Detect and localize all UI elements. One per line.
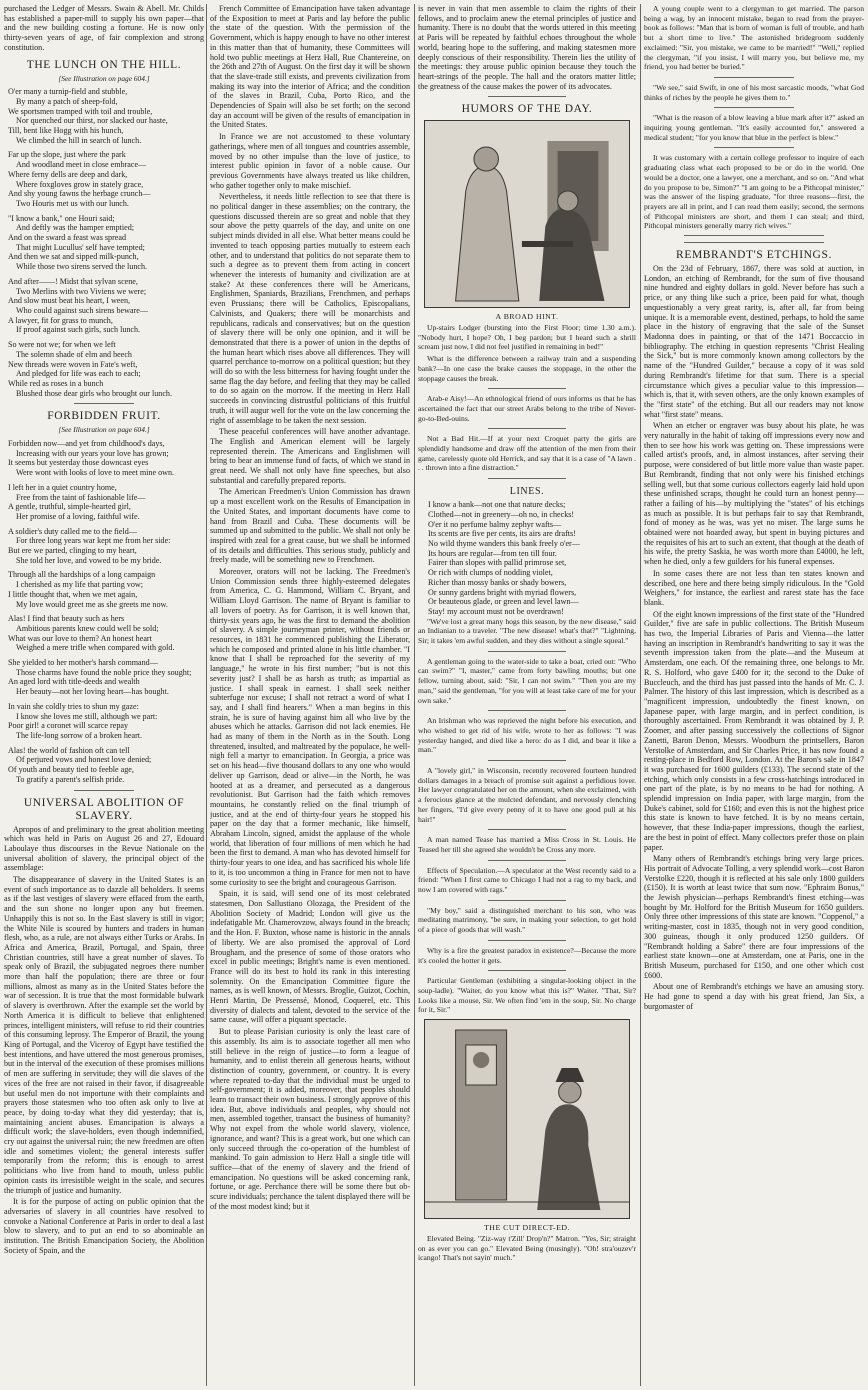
divider (714, 107, 794, 108)
verse-line: Clothed—not in greenery—oh no, in checks! (428, 509, 575, 519)
verse-line: Where ferny dells are deep and dark, (8, 169, 128, 179)
verse-line: Two Merlins with two Viviens we were; (16, 286, 147, 296)
cut-direct-illustration (424, 1019, 630, 1219)
verse-line: The solemn shade of elm and beech (16, 349, 132, 359)
verse-line: Alas! I find that beauty such as hers (8, 614, 125, 624)
joke-item: "We see," said Swift, in one of his most sarcastic moods, "what God thinks of riches by the people he gives them to." (644, 82, 864, 102)
broad-hint-text: Up-stairs Lodger (bursting into the First Floor; time 1.30 a.m.). "Nobody hurt, I hope? Oh, I beg pardon; but I heard such a shrill scream just now, I did not feel justified in remaining in bed!" (418, 323, 636, 352)
verse-line: No wild thyme wanders this bank freely o'er— (428, 538, 580, 548)
verse-line: Who could against such sirens beware— (16, 305, 148, 315)
verse-line: We climbed the hill in search of lunch. (16, 135, 142, 145)
stanza (8, 702, 204, 741)
joke-item: What is the difference between a railway train and a suspending bank?—In one case the brake causes the stoppage, in the other the stoppage causes the break. (418, 354, 636, 383)
verse-line: I left her in a quiet country home, (8, 482, 117, 492)
verse-line: And after——! Midst that sylvan scene, (8, 276, 138, 286)
cut-direct-caption: THE CUT DIRECT-ED. (484, 1223, 570, 1233)
divider (488, 96, 566, 97)
stanza (8, 746, 204, 785)
stanza (8, 277, 204, 335)
stanza (8, 340, 204, 398)
forbidden-poem (4, 439, 204, 785)
stanza (8, 570, 204, 609)
stanza (8, 150, 204, 208)
verse-line: Blushed those dear girls who brought our lunch. (16, 388, 173, 398)
broad-hint-caption: A BROAD HINT. (495, 312, 559, 322)
verse-line: A soldier's duty called me to the field— (8, 526, 137, 536)
verse-line: By many a patch of sheep-fold, (16, 96, 118, 106)
jokes-a (418, 354, 636, 473)
article-paragraph: French Committee of Emancipation have taken advantage of the Exposition to meet at Paris and lay before the public the state of the question. With the permission of the Government, which is happy enough to have no other interest in this matter than that of humanity, these Committees will hold two public meetings at Herz Hall, Rue Chantereine, on the 26th and 27th of August. On the first day it will be shown that the slave-trade still exists, and prevents civilization from making its way into the interior of Africa; and the condition of the slaves in Brazil, Cuba, Porto Rico, and the Dependencies of Spain will also be set forth; on the second day an account will be given of the results of emancipation in the United States. (210, 4, 410, 130)
verse-line: If proof against such girls, such lunch. (16, 325, 141, 335)
verse-line: Weighed a mere trifle when compared with gold. (16, 643, 175, 653)
verse-line: The life-long sorrow of a broken heart. (16, 731, 143, 740)
verse-line: An aged lord with title-deeds and wealth (8, 677, 140, 687)
verse-line: I know she loves me still, although we part: (16, 711, 158, 721)
joke-item: A gentleman going to the water-side to take a boat, cried out: "Who can swim?" "I, master," came from forty bawling mouths; but one fellow, turning about, said: "Sir, I can not swim." "Then you are my man," said the gentleman, "for you will at least take care of me for your own sake." (418, 656, 636, 705)
verse-line: Ambitious parents knew could well be sold; (16, 623, 159, 633)
verse-line: To gratify a parent's selfish pride. (16, 774, 125, 784)
joke-item: A "lovely girl," in Wisconsin, recently recovered fourteen hundred dollars damages in a breach of promise suit against a perfidious lover. Her lawyer congratulated her on the amount, when she exclaimed, with a ferocious glance at the mulcted defendant, and nervously clenching her fingers, "I'd give every penny of it to have one good pull at his hair!" (418, 766, 636, 824)
engraving-icon (425, 121, 629, 307)
verse-line: Increasing with our years your love has grown; (16, 448, 169, 458)
forbidden-title: FORBIDDEN FRUIT. (47, 410, 161, 423)
verse-line: Till, bent like Hogg with his hunch, (8, 126, 124, 136)
joke-item: "We've lost a great many hogs this season, by the new disease," said an Indianian to a traveler. "The new disease! what's that?" "Lightning, Sir; it takes 'em awful sudden, and they dies without a single squeal." (418, 616, 636, 646)
divider (684, 235, 824, 243)
slavery-paragraph: The disappearance of slavery in the United States is an event of such importance as to dazzle all beholders. It seems as if the last vestiges of slavery were effaced from the earth, and the sun shone no longer upon any but freemen. Unhappily this is not so. In the East slavery is still in vigor; the White Nile is scoured by hunters and traders in human flesh, who, as a rule, are not always either Turks or Arabs. In Africa and America, Brazil, Portugal, and Spain, three Christian countries, still have a great number of slaves. To speak only of Brazil, the subjugated negroes there number more than half the population; there are three or four millions, almost as many as in the United States before the war of secession. It is true that the most formidable bulwark of slavery is overthrown. After the example set the world by North America it is difficult to believe that enlightened princes, intelligent ministers, will refuse to rid their countries of this consuming leprosy. The Emperor of Brazil, the young King of Portugal, and the Viceroy of Egypt have testified the best intentions, and have uttered the most generous promises, but in the interval of the execution of these promises millions of men are suffering in servitude; they will die slaves of the vices of the free are not raised in their favor, if disagreeable but useful men do not importune with their complaints and prayers those statesmen who too often ask only to live at peace, by doing to-day what they did yesterday; that is, maintaining ancient abuses. Emancipation is always a difficult work; the slave-holders, even though indemnified, cry out against the universal ruin; the new freedmen are often idle and sometimes violent; the general interests suffer temporarily from the reform; this is enough to arrest politicians who live from hand to mouth, unless public opinion casts its irresistible weight in the scale, and secures the triumph of justice and humanity. (4, 875, 204, 1195)
verse-line: Her beauty—not her loving heart—has bought. (16, 687, 169, 697)
verse-line: Richer than mossy banks or shady bowers, (428, 577, 567, 587)
verse-line: In vain she coldly tries to shun my gaze: (8, 701, 139, 711)
lunch-subtitle: [See Illustration on page 604.] (58, 73, 150, 83)
verse-line: And deftly was the hamper emptied; (16, 223, 134, 233)
verse-line: Through all the hardships of a long campaign (8, 570, 156, 580)
article-paragraph: The American Freedmen's Union Commission has drawn up a most excellent work on the Results of Emancipation in the United States, and important documents have come to hand from Brazil and Cuba. These documents will be summed up and submitted to the public. We shall not only be inspired with zeal for a great cause, but we shall be informed of its details and difficulties. This serious study, publicly and freely made, will be something new to Frenchmen. (210, 487, 410, 565)
lines-poem (418, 500, 636, 616)
verse-line: And shy young fawns the herbage crunch— (8, 189, 151, 199)
intro-paragraph: purchased the Ledger of Messrs. Swain & Abell. Mr. Childs has established a paper-mill to supply his own paper—that and the new building costing a fortune. He is now only thirty-seven years of age, of fair complexion and strong constitution. (4, 4, 204, 52)
joke-item: An Irishman who was reprieved the night before his execution, and who wished to get rid of his wife, wrote to her as follows: "I was yesterday hanged, and died like a hero: do as I did, and bear it like a man." (418, 716, 636, 755)
engraving-icon (425, 1020, 629, 1218)
rembrandt-paragraph: On the 23d of February, 1867, there was sold at auction, in London, an etching of Rembrandt, for the sum of five thousand nine hundred and eighty dollars in gold. Never before has such a price, or any thing like such a price, been paid for what, though unquestionably a very great rarity, is, after all, far from being unique. It is a memorable event, destined, perhaps, to hold the same place in the history of engraving that the sale of the Sunset Madonna does in painting, or that of the 1471 Boccaccio in bibliography. The etching in question represents "Christ Healing the Sick," but is more commonly known among collectors by the name of the "Hundred Guilder," because a copy of it was sold during Rembrandt's lifetime for that sum. There is a special circumstance which gives a peculiar value to this impression—which is, that it, with seven others, are the only known examples of the "first state" of the etching. But all our readers may not know what "first state" means. (644, 264, 864, 419)
column-rule (414, 4, 415, 1386)
divider (714, 147, 794, 148)
stanza (8, 527, 204, 566)
verse-line: She told her love, and vowed to be my bride. (16, 555, 162, 565)
article-paragraph: But to please Parisian curiosity is only the least care of this assembly. Its aim is to associate together all men who still believe in the reign of justice—to form a league of humanity, and to enlist therein all generous hearts, without distinction of country, government, or country. It is every where repeated to-day that the individual must be urged to self-government; it is added, moreover, that peoples should learn to transact their own business. I strongly approve of this idea. But, above individuals and peoples, why should not men, assembled together, transact the business of humanity? Why not expel from the whole world slavery, violence, ignorance, and want? This is a great work, but one which can only succeed through the co-operation of the humblest of mankind. To gain admission to Herz Hall a single title will suffice—that of the enemy of slavery and the friend of emancipation. No questions will be asked concerning rank, fortune, or age. Perchance there will be some there but ob-scure individuals; perchance the talent displayed there will be of the most modest kind; but it (210, 1027, 410, 1211)
verse-line: But ere we parted, clinging to my heart, (8, 546, 137, 556)
joke-item: Arab-e Aisy!—An ethnological friend of ours informs us that he has ascertained the fact that our street Arabs belong to the tribe of Never-go-to-Bed-ouins. (418, 394, 636, 423)
lunch-poem (4, 87, 204, 398)
divider (488, 710, 566, 711)
verse-line: Those charms have found the noble price they sought; (16, 667, 192, 677)
verse-line: Or beauteous glade, or green and level lawn— (428, 597, 579, 607)
article-paragraph: Moreover, orators will not be lacking. The Freedmen's Union Commission sends three highly-esteemed delegates from America, C. G. Hammond, William C. Bryant, and William Lloyd Garrison. The name of Bryant is familiar to all lovers of poetry. As for Garrison, it is well known that, thirty-six years ago, he was the first to demand the abolition of slavery. A simple journeyman printer, without friends or resources, in 1831 he commenced publishing the Liberator, which he composed and printed alone in his little chamber. "I know that I shall be reproached for the severity of my language," he wrote in his first number; "but is not this severity just? I shall be as harsh as truth; as impartial as justice. I shall speak in earnest. I shall seek neither subterfuge nor excuse; I shall not retract a word of what I say, and I shall find hearers." When a man begins in this strain, he is sure of having against him all who live by the abuses which he attacks. Garrison did not lack enemies. He had as many of them in the North as in the South. Long threatened, insulted, and maltreated by the populace, he well-nigh fell a martyr to emancipation. In Georgia, a price was set on his head—five thousand dollars to any one who would deliver up Garrison, dead or alive—in the North, he was hooted at as a dreamer, and persecuted as a dangerous revolutionist. But Garrison had the faith which removes mountains, he constantly relied on the final triumph of justice, and at the end of thirty-four years he stopped his paper on the day that a former mechanic, like himself, Abraham Lincoln, signed, amidst the applause of the whole world, that liberation of four millions of men which he had been the first to demand. A man who has devoted himself for thirty-four years to one idea, and has sacrificed his whole life to it, is too uncommon a thing in France for men not to have some curiosity to see the bright and courageous Garrison. (210, 567, 410, 887)
joke-item: It was customary with a certain college professor to inquire of each graduating class what each proposed to be or do in the world. One would be a doctor, one a lawyer, one a merchant, and so on. "And what do you propose to be, Simon?" "I am going to be a Pithcopal minister," was the answer of the lisping graduate, "for three reasons—first, the prayers are all in print, and I can read them easily; second, the sermons of Pithcopal ministers are short, and them I can steal; and third, Pithcopal ministers generally marry rich wives." (644, 153, 864, 231)
slavery-paragraph: Apropos of and preliminary to the great abolition meeting which was held in Paris on August 26 and 27, Edouard Laboulaye thus discourses in the Revue Nationale on the universal abolition of slavery, the principal object of the assemblage: (4, 824, 204, 873)
rembrandt-paragraph: About one of Rembrandt's etchings we have an amusing story. He had gone to spend a day with his great friend, Jan Six, a burgomaster of (644, 982, 864, 1011)
joke-item: A man named Tease has married a Miss Cross in St. Louis. He Teased her till she agreed she wouldn't be Cross any more. (418, 835, 636, 854)
slavery-article (4, 825, 204, 1256)
rembrandt-article (644, 264, 864, 1011)
verse-line: While red as roses in a bunch (8, 378, 104, 388)
divider (488, 860, 566, 861)
verse-line: Where foxgloves grow in stately grace, (16, 179, 144, 189)
verse-line: Its hours are regular—from ten till four. (428, 548, 557, 558)
verse-line: My love would greet me as she greets me now. (16, 599, 168, 609)
verse-line: Free from the taint of fashionable life— (16, 492, 146, 502)
divider (488, 651, 566, 652)
forbidden-subtitle: [See Illustration on page 604.] (58, 425, 150, 435)
meeting-paragraph: is never in vain that men assemble to claim the rights of their fellows, and to proclaim anew the eternal principles of justice and humanity. There is no doubt that the words uttered in this meeting at Paris will be repeated by faithful echoes throughout the whole world, bearing hope to the suffering, and making statesmen more deeply conscious of their responsibility. Therein lies the utility of the meetings: they arouse public opinion because they touch the heart-strings of the people. The hall and the orators matter little; the greatness of the cause makes the power of its advocates. (418, 4, 636, 91)
rembrandt-paragraph: Of the eight known impressions of the first state of the "Hundred Guilder," five are safe in public collections. The British Museum has two, the Imperial Libraries of Paris and Vienna—the latter having an inscription in Rembrandt's handwriting to say it was the seventh impression taken from the plate—and the Museum at Amsterdam, one each. Of the remaining three, one belongs to Mr. R. S. Holford, who gave £400 for it; the second to the Duke of Buccleuch, and the third has just passed into the hands of Mr. C. J. Palmer. The history of this last impression, which is described as a "magnificent impression, undoubtedly the finest known, on Japanese paper, with large margin, and in perfect condition, is thoroughly ascertained. From Rembrandt it was obtained by J. P. Zoomer, and after passing successively the collections of Signor Zanetti, Baron Denon, Messrs. Woodburn the printsellers, Baron Verstolke of Amsterdam, and Sir Charles Price, it has now found a resting-place in Bedford Row, London. At the Baron's sale in 1847 it was purchased for 1600 guilders (£133). The second state of the etching, which only consists in a few cross-hatchings introduced in one part of the plate, is by no means to be had for nothing. A splendid impression on India paper, with large margin, from the Duke's cabinet, sold for £160; and even this is not the highest price this state is known to have fetched. It is by no means certain, however, that these India-paper impressions, though the earliest, are the best in point of effect. Many collectors prefer those on plain paper. (644, 609, 864, 852)
divider (488, 940, 566, 941)
verse-line: Forbidden now—and yet from childhood's days, (8, 439, 165, 449)
jokes-c (644, 4, 864, 231)
verse-line: Of perjured vows and honest love denied; (16, 755, 152, 765)
verse-line: Her promise of a loving, faithful wife. (16, 511, 140, 521)
joke-item: Not a Bad Hit.—If at your next Croquet party the girls are splendidly handsome and draw off the attention of the men from their game, carelessly quote old Herrick, and say that it is a case of "A lawn . . . thrown into a fine distraction." (418, 434, 636, 473)
stanza (8, 483, 204, 522)
article-paragraph: Nevertheless, it needs little reflection to see that there is no political danger in these assemblies; on the contrary, the questions discussed therein are so great and noble that they sour above the petty quarrels of the day, and unite on one subject minds divided in all else. What better means could be invented to teach opposing parties mutually to esteem each other, and to understand that politics do not separate them to such a degree as to prevent them from acting in concert whenever the interests of humanity and civilization are at stake? At these conferences there will be Americans, Englishmen, Spaniards, Brazilians, Frenchmen, and perhaps even Prussians; there will be Catholics, Episcopalians, Calvinists, and Quakers; there will be monarchists and republicans, radicals and conservatives; but on the question of slavery there will be only one opinion, and it will be demonstrated that there is a power of union in the depths of the human heart which rises above all differences. They will quarrel perchance to-morrow on a political question; but they will do so with the less bitterness for having fought under the same flag the day before, and feeling that they may be called to do so again on the morrow. If the meeting in Herz Hall succeeds in convincing distrustful politicians of this fruitful truth, it will augur well for the vote on the law concerning the right of assemblage to be taken the next session. (210, 192, 410, 425)
stanza (8, 439, 204, 478)
verse-line: I little thought that, when we met again, (8, 589, 138, 599)
verse-line: So were not we; for when we left (8, 340, 116, 350)
column-2 (210, 4, 410, 1386)
verse-line: Of youth and beauty tied to feeble age, (8, 765, 134, 775)
joke-item: "What is the reason of a blow leaving a blue mark after it?" asked an inquiring young gentleman. "It's easily accounted for," answered a medical student; "for you know that blue in the perfect is blew." (644, 113, 864, 142)
column-4 (644, 4, 864, 1386)
verse-line: O'er many a turnip-field and stubble, (8, 87, 128, 97)
verse-line: That might Lucullus' self have tempted; (16, 242, 145, 252)
column-3 (418, 4, 636, 1386)
joke-item: Why is a fire the greatest paradox in existence?—Because the more it's cooled the hotter it gets. (418, 945, 636, 965)
verse-line: And woodland meet in close embrace— (16, 160, 147, 170)
verse-line: New threads were woven in Fate's weft, (8, 359, 138, 369)
verse-line: For three long years war kept me from her side: (16, 536, 171, 546)
lunch-title: THE LUNCH ON THE HILL. (26, 58, 182, 71)
divider (488, 900, 566, 901)
verse-line: Poor girl! a coronet will scarce repay (8, 721, 129, 731)
verse-line: A lawyer, fit for grass to munch, (8, 315, 113, 325)
divider (488, 428, 566, 429)
stanza (8, 87, 204, 145)
verse-line: "I know a bank," one Houri said; (8, 213, 115, 223)
verse-line: Fairer than slopes with pallid primrose set, (428, 558, 567, 568)
verse-line: It seems but yesterday those downcast eyes (8, 458, 149, 468)
verse-line: While those two sirens served the lunch. (16, 262, 148, 272)
verse-line: I know a bank—not one that nature decks; (428, 500, 566, 510)
rembrandt-paragraph: When an etcher or engraver was busy about his plate, he was very naturally in the habit of taking off impressions every now and then to see how his work was getting on. These impressions were called artist's proofs, and, in almost instances, after serving their purpose, were considered of but little more value than waste paper. But Rembrandt, finding that not only were his finished etchings selling well, but that some curious collectors eagerly laid hold upon these unfinished scraps, thought he could turn an honest penny—rather a failing of his—by multiplying the "states" of his etchings as much as possible. It is but perhaps fair to say that Rembrandt, fond of money as he was, was yet no miser. The large sums he obtained were not hoarded away, but spent in buying pictures and the requisites of his art to such an extent, that though at the death of his wife, the pretty Saskia, he was worth more than £4000, he left, when he died, only a few guilders for his funeral expenses. (644, 421, 864, 567)
verse-line: Were wont with looks of love to meet mine own. (16, 468, 175, 478)
verse-line: A gentle, truthful, simple-hearted girl, (8, 502, 131, 512)
divider (488, 970, 566, 971)
verse-line: Nor quenched our thirst, nor slacked our haste, (16, 116, 168, 126)
stanza (8, 214, 204, 272)
verse-line: Stay! my account must not be overdrawn! (428, 606, 564, 616)
column-rule (206, 4, 207, 1386)
joke-item: A young couple went to a clergyman to get married. The parson being a wag, by an innocent mistake, began to read from the prayer-book as follows: "Man that is born of woman is full of trouble, and hath but a short time to live." The astonished bridegroom suddenly exclaimed: "Sir, you mistake, we came to be married!" "Well," replied the clergyman, "if you insist, I will marry you, but believe me, my friend, you had better be buried." (644, 4, 864, 72)
stanza (8, 614, 204, 653)
verse-line: Or sunny gardens bright with myriad flowers, (428, 587, 577, 597)
rembrandt-paragraph: In some cases there are not less than ten states known and described, one here and there being simply ridiculous. In the "Gold Weighers," for instance, the earliest and rarest state has the face blank. (644, 568, 864, 607)
stanza (8, 658, 204, 697)
joke-item: "My boy," said a distinguished merchant to his son, who was meditating matrimony, "be sure, in making your selection, to get hold of a piece of goods that will wash." (418, 905, 636, 935)
divider (488, 388, 566, 389)
article-paragraph: In France we are not accustomed to these voluntary gatherings, where men of all tongues and countries assemble, moved by no other impulse than the love of justice, to interest public opinion in favor of a noble cause. Our previous Governments have always treated us like children, who gather together only to make mischief. (210, 132, 410, 190)
verse-line: And pledged for life was each to each; (16, 369, 141, 379)
rembrandt-paragraph: Many others of Rembrandt's etchings bring very large prices. His portrait of Advocate Tolling, a very splendid work—cost Baron Verstolke £220, though it is reflected at his sale only 1800 guilders (£150). It is worth at least twice that sum now. "Ephraim Bonus," the Jewish physician—perhaps Rembrandt's finest etching—was bought by Mr. Holford for the British Museum for 1650 guilders. Only three other impressions of this state are known. "Coppenol," a writing-master, cost in 1835, though not in very good condition, 300 guineas, though it only produced 1250 guilders. Of "Rembrandt holding a Sabre" there are four impressions of the earliest state known—one at Amsterdam, one at Paris, one in the British Museum, purchased for £150, and one other which cost £600. (644, 854, 864, 980)
cut-direct-text: Elevated Being. "Ziz-way t'Zill' Drop'n?" Matron. "Yes, Sir; straight on as ever you can go." Elevated Being (musingly). "Oh! stra'ouzev'r icango! That's not sayin' much." (418, 1233, 636, 1263)
slavery-title: UNIVERSAL ABOLITION OF SLAVERY. (23, 796, 185, 822)
verse-line: Its scents are five per cents, its airs are drafts! (428, 529, 576, 539)
joke-item: Effects of Speculation.—A speculator at the West recently said to a friend: "When I first came to Chicago I had not a rag to my back, and now I am covered with rags." (418, 865, 636, 895)
slavery-paragraph: It is for the purpose of acting on public opinion that the adversaries of slavery in all countries have resolved to convoke a National Conference at Paris in order to deal a last blow to slavery, and to put an end to so abominable an institution. The British Emancipation Society, the Abolition Society of Spain, and the (4, 1197, 204, 1255)
joke-item: Particular Gentleman (exhibiting a singular-looking object in the soup-ladle). "Waiter, do you know what this is?" Waiter. "That, Sir? Looks like a mouse, Sir. We often find 'em in the soup, Sir. No charge for it, Sir." (418, 976, 636, 1015)
verse-line: And slow must beat his heart, I ween, (8, 296, 131, 306)
article-paragraph: These peaceful conferences will have another advantage. The English and American element will be largely represented therein. The Americans and Englishmen will bring to bear an immense fund of facts, of which we stand in great need. We shall not only have fine speeches, but also substantial and carefully prepared reports. (210, 427, 410, 485)
divider (488, 478, 566, 479)
verse-line: And on the sward a feast was spread (8, 233, 126, 243)
rembrandt-title: REMBRANDT'S ETCHINGS. (676, 249, 832, 262)
lines-title: LINES. (509, 486, 545, 498)
verse-line: I cherished as my life that parting vow; (16, 580, 143, 590)
divider (714, 77, 794, 78)
broad-hint-illustration (424, 120, 630, 308)
divider (74, 790, 134, 791)
divider (74, 403, 134, 404)
verse-line: Far up the slope, just where the park (8, 150, 126, 160)
verse-line: Or rich with clumps of nodding violet, (428, 568, 553, 578)
column-1 (4, 4, 204, 1386)
article-paragraph: Spain, it is said, will send one of its most celebrated statesmen, Don Sallustiano Olozaga, the President of the Abolition Society of Madrid; London will give us the indefatigable Mr. Chamerovzow, always found in the breach; and the Hon. F. Buxton, whose name is historic in the annals of liberty. We are also promised the approval of Lord Brougham, and the presence of some of those orators who excel in public meetings; Bright's name is even mentioned. France will do its best to hold its rank in this interesting solemnity. On the Emancipation Committee figure the names, as is well known, of Messrs. Broglie, Guizot, Cochin, Henri Martin, De Pressensé, Monod, Coquerel, etc. This diversity of dialects and talent, devoted to the service of the same cause, will offer a piquant spectacle. (210, 889, 410, 1025)
verse-line: O'er it no perfume balmy zephyr wafts— (428, 519, 562, 529)
verse-line: Alas! the world of fashion oft can tell (8, 745, 130, 755)
verse-line: And then we sat and sipped milk-punch, (8, 252, 139, 262)
verse-line: She yielded to her mother's harsh command— (8, 658, 158, 668)
jokes-b (418, 617, 636, 1016)
column-rule (640, 4, 641, 1386)
verse-line: We sportsmen tramped with toil and trouble, (8, 106, 153, 116)
divider (488, 829, 566, 830)
divider (488, 760, 566, 761)
verse-line: What was our love to them? An honest heart (8, 633, 152, 643)
humors-title: HUMORS OF THE DAY. (461, 103, 593, 116)
verse-line: Two Houris met us with our lunch. (16, 198, 129, 208)
